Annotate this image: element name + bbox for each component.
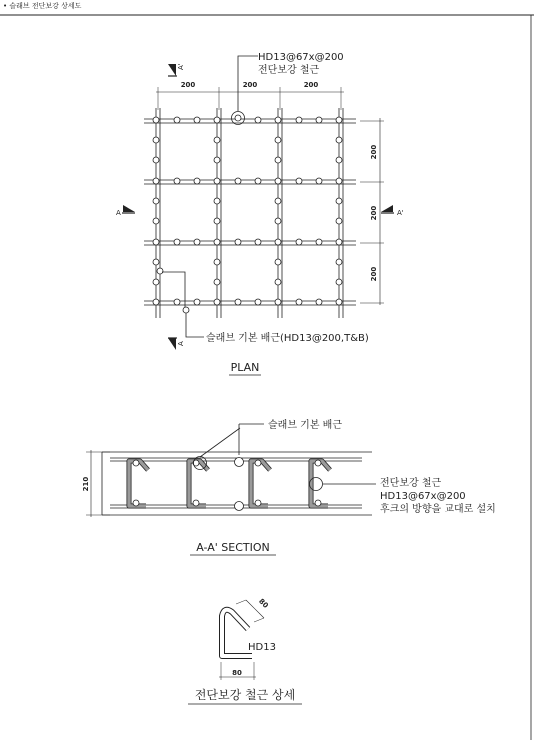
section-callout-top-text: 슬래브 기본 배근 [268, 420, 342, 431]
detail-dim-base [219, 662, 256, 680]
section-callout-right-3: 후크의 방향을 교대로 설치 [380, 504, 496, 515]
callout-top-line2: 전단보강 철근 [258, 65, 320, 76]
detail-dim-hook-text: 80 [257, 597, 270, 610]
section-mark-right: A' [397, 209, 404, 217]
header-title: • 슬래브 전단보강 상세도 [3, 2, 82, 10]
detail-dim-base-text: 80 [232, 669, 242, 677]
section-callout-right-2: HD13@67x@200 [380, 491, 466, 502]
section-callout-right-1: 전단보강 철근 [380, 478, 442, 489]
dim-right-2: 200 [370, 205, 378, 221]
section-cut-markers [116, 63, 404, 350]
plan-shear-bars [153, 117, 342, 305]
plan-rebar-grid [144, 108, 356, 318]
dim-right-3: 200 [370, 266, 378, 282]
section-bar-dots [133, 458, 321, 511]
section-view [82, 418, 496, 555]
section-mark-left: A [116, 209, 121, 217]
dim-top-2: 200 [242, 81, 258, 89]
detail-view [188, 597, 302, 704]
plan-dim-right [360, 118, 384, 305]
plan-caption: PLAN [230, 361, 260, 374]
section-mark-bottom: A [177, 341, 185, 346]
callout-top-line1: HD13@67x@200 [258, 52, 344, 63]
detail-bar-label: HD13 [248, 642, 276, 653]
section-dim: 210 [82, 476, 90, 492]
section-dim-left [82, 450, 110, 517]
plan-view [116, 52, 404, 375]
section-stirrups-hatch [129, 461, 330, 506]
section-mark-top: A' [177, 63, 185, 70]
callout-bottom: 슬래브 기본 배근(HD13@200,T&B) [206, 333, 369, 344]
section-callout-right [310, 476, 496, 515]
dim-right-1: 200 [370, 144, 378, 160]
dim-top-3: 200 [303, 81, 319, 89]
dim-top-1: 200 [180, 81, 196, 89]
section-stirrups [129, 461, 330, 506]
plan-dim-top [156, 81, 344, 110]
detail-caption: 전단보강 철근 상세 [194, 688, 296, 702]
section-caption: A-A' SECTION [196, 541, 270, 554]
